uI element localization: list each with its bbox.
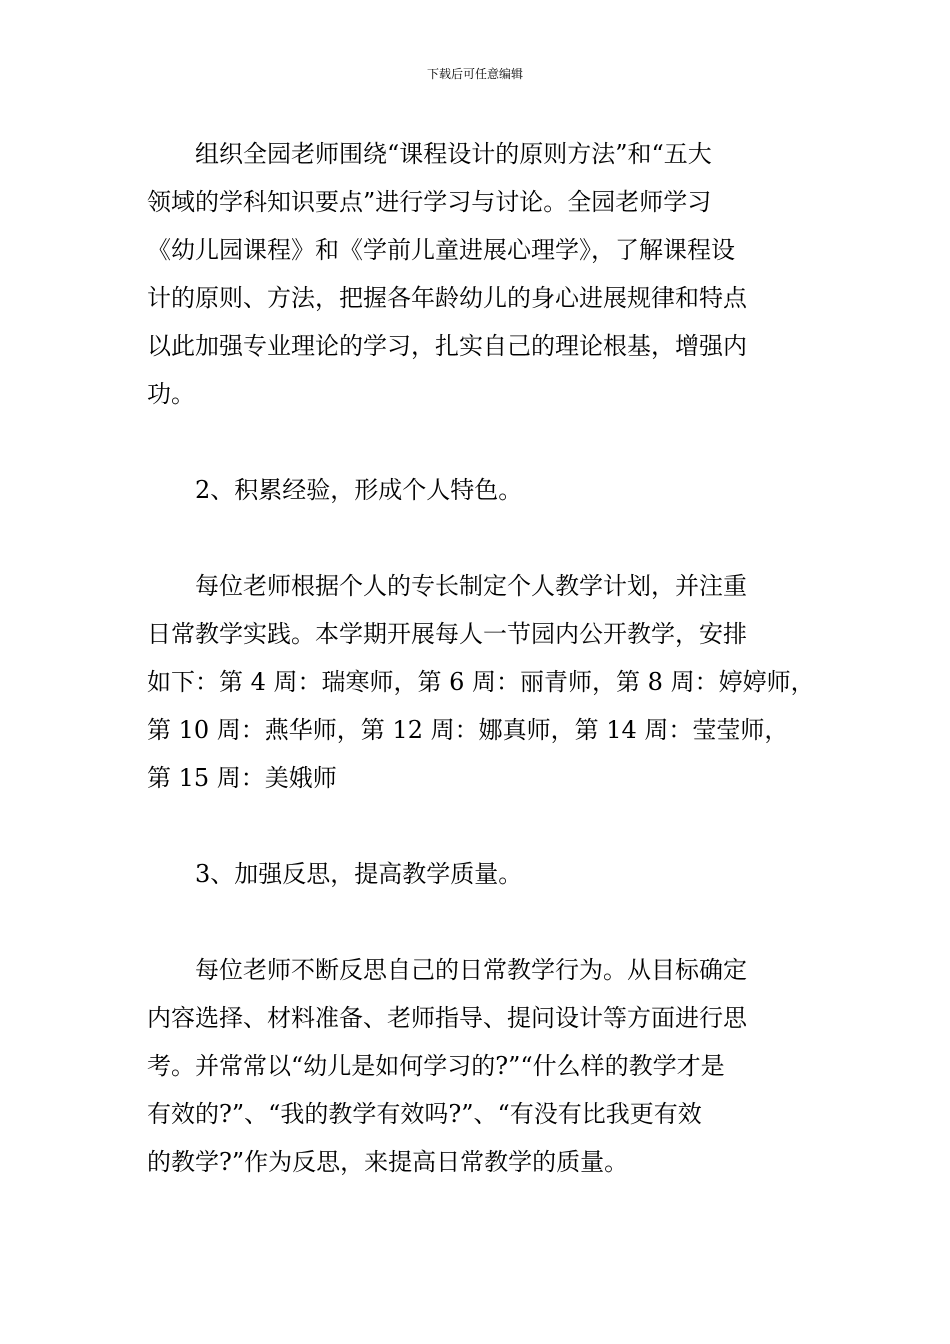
paragraph-gap xyxy=(147,898,837,946)
page-header: 下载后可任意编辑 xyxy=(426,67,523,81)
paragraph-course-study: 组织全园老师围绕“课程设计的原则方法”和“五大 领域的学科知识要点”进行学习与讨论。全园老师学习 《幼儿园课程》和《学前儿童进展心理学》，了解课程设 计的原则、方法，把握各年龄幼儿的身心进展规律和特点 以此加强专业理论的学习，扎实自己的理论根基，增强内 功。 xyxy=(147,140,747,408)
paragraph-reflection: 每位老师不断反思自己的日常教学行为。从目标确定 内容选择、材料准备、老师指导、提问设计等方面进行思 考。并常常以“幼儿是如何学习的?”“什么样的教学才是 有效的?”、“我的教学有效吗?”、“有没有比我更有效 的教学?”作为反思，来提高日常教学的质量。 xyxy=(147,956,747,1176)
section-heading-accumulate-experience: 2、积累经验，形成个人特色。 xyxy=(147,476,523,504)
document-body xyxy=(147,130,837,1186)
paragraph-gap xyxy=(147,514,837,562)
paragraph-teaching-plan: 每位老师根据个人的专长制定个人教学计划，并注重 日常教学实践。本学期开展每人一节园内公开教学，安排 如下：第 4 周：瑞寒师，第 6 周：丽青师，第 8 周：婷婷师， 第 10 周：燕华师，第 12 周：娜真师，第 14 周：莹莹师， 第 15 周：美娥师 xyxy=(147,572,815,792)
section-heading-reflection: 3、加强反思，提高教学质量。 xyxy=(147,860,523,888)
paragraph-gap xyxy=(147,418,837,466)
paragraph-gap xyxy=(147,802,837,850)
